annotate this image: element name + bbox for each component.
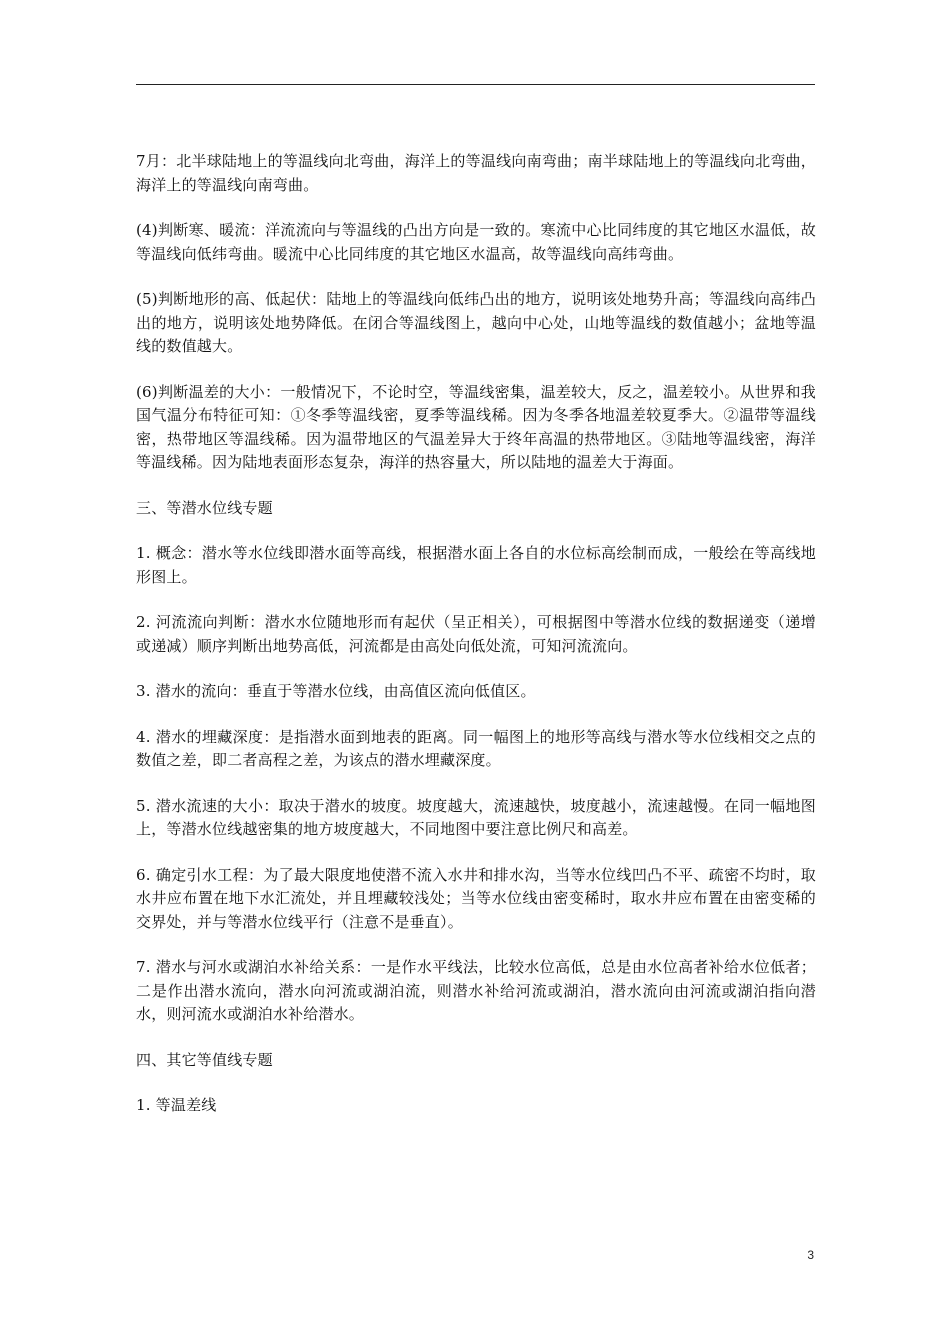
- paragraph-river-direction: 2. 河流流向判断：潜水水位随地形而有起伏（呈正相关），可根据图中等潜水位线的数据递变（递增或递减）顺序判断出地势高低，河流都是由高处向低处流，可知河流流向。: [136, 613, 816, 655]
- paragraph-groundwater-flow: 3. 潜水的流向：垂直于等潜水位线，由高值区流向低值区。: [136, 682, 536, 700]
- paragraph-flow-speed: 5. 潜水流速的大小：取决于潜水的坡度。坡度越大，流速越快，坡度越小，流速越慢。在同一幅地图上，等潜水位线越密集的地方坡度越大，不同地图中要注意比例尺和高差。: [136, 796, 816, 838]
- paragraph-currents: (4)判断寒、暖流：洋流流向与等温线的凸出方向是一致的。寒流中心比同纬度的其它地区水温低，故等温线向低纬弯曲。暖流中心比同纬度的其它地区水温高，故等温线向高纬弯曲。: [136, 221, 816, 263]
- document-body: [136, 150, 816, 1140]
- paragraph-july-isotherms: 7月：北半球陆地上的等温线向北弯曲，海洋上的等温线向南弯曲；南半球陆地上的等温线向北弯曲，海洋上的等温线向南弯曲。: [136, 152, 816, 194]
- header-rule: [136, 84, 815, 85]
- section-heading-groundwater: 三、等潜水位线专题: [136, 498, 273, 517]
- paragraph-water-engineering: 6. 确定引水工程：为了最大限度地使潜不流入水井和排水沟，当等水位线凹凸不平、疏密不均时，取水井应布置在地下水汇流处，并且埋藏较浅处；当等水位线由密变稀时，取水井应布置在由密变稀的交界处，并与等潜水位线平行（注意不是垂直）。: [136, 865, 816, 931]
- paragraph-terrain: (5)判断地形的高、低起伏：陆地上的等温线向低纬凸出的地方，说明该处地势升高；等温线向高纬凸出的地方，说明该处地势降低。在闭合等温线图上，越向中心处，山地等温线的数值越小；盆地等温线的数值越大。: [136, 290, 816, 355]
- paragraph-recharge: 7. 潜水与河水或湖泊水补给关系：一是作水平线法，比较水位高低，总是由水位高者补给水位低者；二是作出潜水流向，潜水向河流或湖泊流，则潜水补给河流或湖泊，潜水流向由河流或湖泊指向潜水，则河流水或湖泊水补给潜水。: [136, 958, 816, 1023]
- paragraph-temperature-range: (6)判断温差的大小：一般情况下，不论时空，等温线密集，温差较大，反之，温差较小。从世界和我国气温分布特征可知：①冬季等温线密，夏季等温线稀。因为冬季各地温差较夏季大。②温带等温线密，热带地区等温线稀。因为温带地区的气温差异大于终年高温的热带地区。③陆地等温线密，海洋等温线稀。因为陆地表面形态复杂，海洋的热容量大，所以陆地的温差大于海面。: [136, 382, 816, 471]
- paragraph-burial-depth: 4. 潜水的埋藏深度：是指潜水面到地表的距离。同一幅图上的地形等高线与潜水等水位线相交之点的数值之差，即二者高程之差，为该点的潜水埋藏深度。: [136, 727, 816, 769]
- subheading-temperature-difference: 1. 等温差线: [136, 1096, 217, 1114]
- page-number: 3: [807, 1248, 814, 1262]
- section-heading-other-isolines: 四、其它等值线专题: [136, 1050, 273, 1069]
- paragraph-concept: 1. 概念：潜水等水位线即潜水面等高线，根据潜水面上各自的水位标高绘制而成，一般绘在等高线地形图上。: [136, 544, 816, 586]
